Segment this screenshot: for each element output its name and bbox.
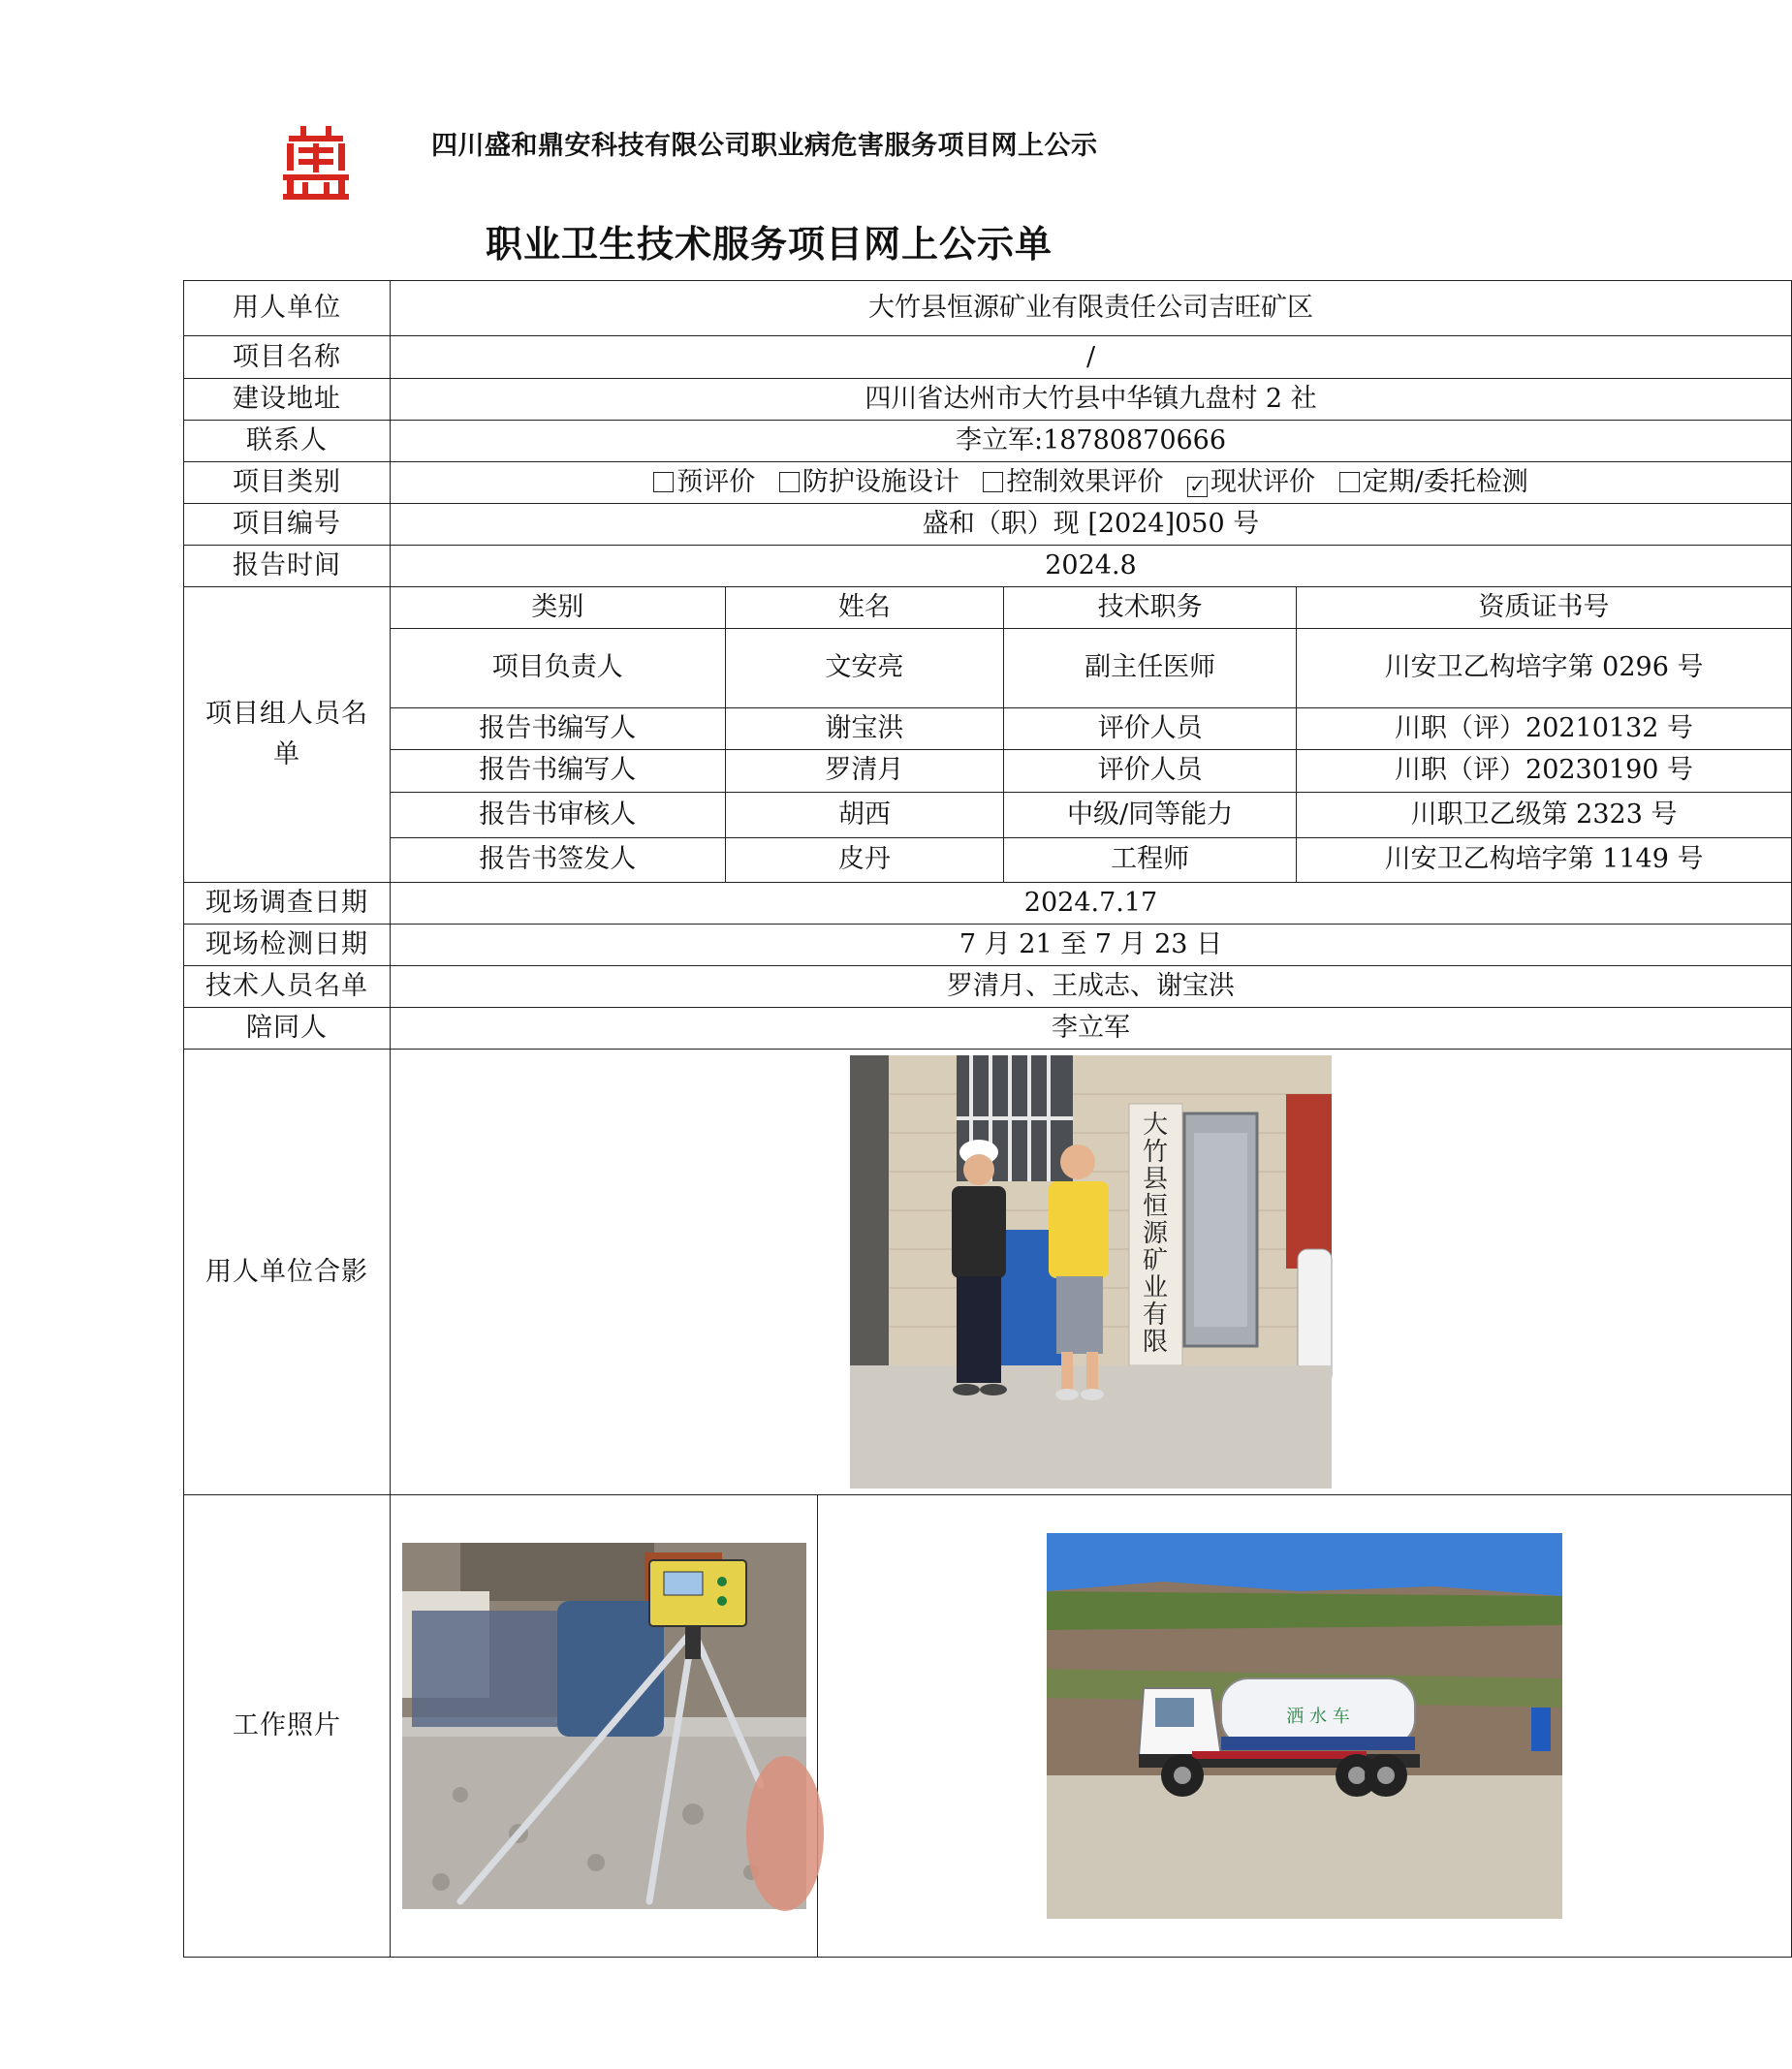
employer-label: 用人单位	[184, 281, 391, 336]
team-cell-name: 谢宝洪	[725, 707, 1004, 749]
escort-value: 李立军	[391, 1008, 1792, 1050]
project-name-label: 项目名称	[184, 336, 391, 379]
address-label: 建设地址	[184, 379, 391, 421]
technicians-value: 罗清月、王成志、谢宝洪	[391, 966, 1792, 1008]
survey-date-value: 2024.7.17	[391, 883, 1792, 925]
team-cell-title: 副主任医师	[1004, 628, 1297, 707]
team-cell-role: 项目负责人	[391, 628, 725, 707]
checkbox-icon	[1339, 472, 1360, 492]
category-option-control-effect[interactable]: 控制效果评价	[983, 468, 1163, 497]
checkbox-icon	[653, 472, 674, 492]
team-row	[391, 707, 1791, 749]
group-photo-cell	[391, 1050, 1792, 1495]
disclosure-table	[183, 280, 1792, 1958]
team-row	[391, 792, 1791, 837]
svg-text:源: 源	[1142, 1219, 1169, 1248]
survey-date-label: 现场调查日期	[184, 883, 391, 925]
team-cell-name: 皮丹	[725, 837, 1004, 882]
team-table	[391, 587, 1791, 882]
company-title: 四川盛和鼎安科技有限公司职业病危害服务项目网上公示	[431, 131, 1098, 161]
report-date-value: 2024.8	[391, 546, 1792, 587]
team-cell-role: 报告书审核人	[391, 792, 725, 837]
svg-text:恒: 恒	[1142, 1192, 1169, 1221]
company-logo	[279, 124, 353, 202]
team-cell-name: 罗清月	[725, 749, 1004, 792]
work-photos-label: 工作照片	[184, 1495, 391, 1958]
category-option-status-evaluation[interactable]: ✓ 现状评价	[1187, 468, 1315, 497]
checkbox-icon	[779, 472, 800, 492]
team-cell-role: 报告书编写人	[391, 749, 725, 792]
svg-text:限: 限	[1142, 1328, 1169, 1357]
work-photo-instrument-cell	[391, 1495, 818, 1958]
group-photo	[850, 1055, 1332, 1489]
technicians-label: 技术人员名单	[184, 966, 391, 1008]
project-number-value: 盛和（职）现 [2024]050 号	[391, 504, 1792, 546]
team-row	[391, 628, 1791, 707]
project-name-value: /	[391, 336, 1792, 379]
contact-value: 李立军:18780870666	[391, 421, 1792, 462]
team-label: 项目组人员名单	[184, 587, 391, 883]
detection-date-value: 7 月 21 至 7 月 23 日	[391, 925, 1792, 966]
team-header-title: 技术职务	[1004, 587, 1297, 628]
category-option-periodic-testing[interactable]: 定期/委托检测	[1339, 468, 1528, 497]
category-label: 项目类别	[184, 462, 391, 504]
team-header-name: 姓名	[725, 587, 1004, 628]
svg-text:大: 大	[1142, 1111, 1169, 1140]
team-cell-certificate: 川安卫乙构培字第 1149 号	[1297, 837, 1791, 882]
team-row	[391, 837, 1791, 882]
team-cell-certificate: 川安卫乙构培字第 0296 号	[1297, 628, 1791, 707]
team-cell-title: 评价人员	[1004, 707, 1297, 749]
team-cell-title: 工程师	[1004, 837, 1297, 882]
detection-date-label: 现场检测日期	[184, 925, 391, 966]
team-cell-role: 报告书编写人	[391, 707, 725, 749]
project-number-label: 项目编号	[184, 504, 391, 546]
svg-text:竹: 竹	[1142, 1138, 1169, 1167]
contact-label: 联系人	[184, 421, 391, 462]
address-value: 四川省达州市大竹县中华镇九盘村 2 社	[391, 379, 1792, 421]
category-option-pre-evaluation[interactable]: 预评价	[653, 468, 755, 497]
team-cell-name: 文安亮	[725, 628, 1004, 707]
work-photo-truck	[1047, 1533, 1562, 1919]
team-header-row	[391, 587, 1791, 628]
document-title: 职业卫生技术服务项目网上公示单	[485, 222, 1053, 266]
svg-text:矿: 矿	[1142, 1246, 1169, 1275]
svg-text:县: 县	[1142, 1165, 1169, 1194]
escort-label: 陪同人	[184, 1008, 391, 1050]
team-cell-name: 胡西	[725, 792, 1004, 837]
team-header-certificate: 资质证书号	[1297, 587, 1791, 628]
category-options	[391, 462, 1792, 504]
team-cell	[391, 587, 1792, 883]
report-date-label: 报告时间	[184, 546, 391, 587]
work-photo-instrument	[402, 1543, 806, 1909]
checkbox-checked-icon: ✓	[1187, 477, 1208, 497]
svg-text:业: 业	[1142, 1273, 1169, 1302]
svg-text:有: 有	[1142, 1301, 1169, 1330]
team-cell-certificate: 川职卫乙级第 2323 号	[1297, 792, 1791, 837]
team-cell-certificate: 川职（评）20230190 号	[1297, 749, 1791, 792]
truck-text: 洒 水 车	[1286, 1707, 1350, 1727]
work-photo-truck-cell	[818, 1495, 1792, 1958]
team-cell-role: 报告书签发人	[391, 837, 725, 882]
checkbox-icon	[983, 472, 1003, 492]
group-photo-label: 用人单位合影	[184, 1050, 391, 1495]
employer-value: 大竹县恒源矿业有限责任公司吉旺矿区	[391, 281, 1792, 336]
team-cell-title: 评价人员	[1004, 749, 1297, 792]
team-row	[391, 749, 1791, 792]
page-header	[0, 0, 1538, 291]
team-header-category: 类别	[391, 587, 725, 628]
category-option-protection-design[interactable]: 防护设施设计	[779, 468, 959, 497]
team-cell-title: 中级/同等能力	[1004, 792, 1297, 837]
team-cell-certificate: 川职（评）20210132 号	[1297, 707, 1791, 749]
